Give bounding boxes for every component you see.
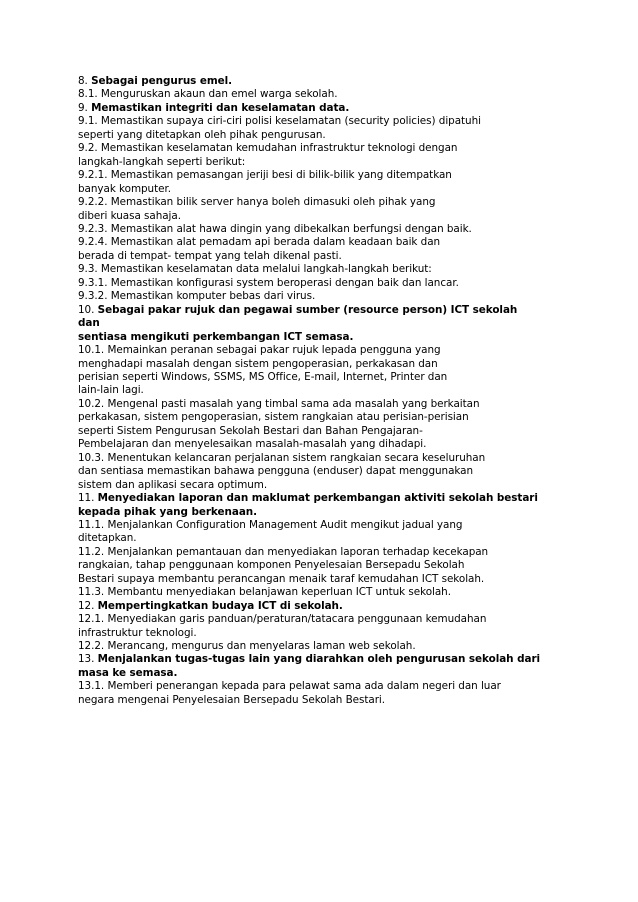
text-line	[78, 627, 578, 640]
text-line	[78, 223, 578, 236]
text-line	[78, 129, 578, 142]
text-line	[78, 653, 578, 666]
body-text: 10.1. Memainkan peranan sebagai pakar rujuk lepada pengguna yang	[78, 344, 441, 357]
body-text: 13.	[78, 653, 98, 666]
body-text: 9.2.1. Memastikan pemasangan jeriji besi di bilik-bilik yang ditempatkan	[78, 169, 452, 182]
body-text: dan sentiasa memastikan bahawa pengguna (enduser) dapat menggunakan	[78, 465, 474, 478]
bold-heading-text: Sebagai pengurus emel.	[91, 75, 233, 87]
body-text: sistem dan aplikasi secara optimum.	[78, 478, 268, 491]
text-line	[78, 156, 578, 169]
body-text: berada di tempat- tempat yang telah dikenal pasti.	[78, 249, 342, 262]
body-text: 11.2. Menjalankan pemantauan dan menyediakan laporan terhadap kecekapan	[78, 545, 489, 558]
text-line	[78, 546, 578, 559]
body-text: 9.2. Memastikan keselamatan kemudahan infrastruktur teknologi dengan	[78, 142, 458, 155]
text-line	[78, 398, 578, 411]
text-line	[78, 613, 578, 626]
text-line	[78, 384, 578, 397]
body-text: 12.2. Merancang, mengurus dan menyelaras laman web sekolah.	[78, 640, 416, 653]
text-line	[78, 532, 578, 545]
body-text: 9.3.1. Memastikan konfigurasi system beroperasi dengan baik dan lancar.	[78, 276, 459, 289]
text-line	[78, 371, 578, 384]
text-line	[78, 75, 578, 88]
bold-heading-text: Memastikan integriti dan keselamatan data.	[91, 101, 350, 114]
body-text: 9.3. Memastikan keselamatan data melalui langkah-langkah berikut:	[78, 263, 432, 276]
bold-heading-text: sentiasa mengikuti perkembangan ICT semasa.	[78, 330, 354, 343]
document-body	[78, 75, 578, 707]
body-text: 12.1. Menyediakan garis panduan/peraturan/tatacara penggunaan kemudahan	[78, 613, 487, 626]
text-line	[78, 640, 578, 653]
text-line	[78, 479, 578, 492]
body-text: 10.2. Mengenal pasti masalah yang timbal sama ada masalah yang berkaitan	[78, 397, 480, 410]
text-line	[78, 680, 578, 693]
body-text: 9.3.2. Memastikan komputer bebas dari virus.	[78, 290, 316, 303]
body-text: 9.2.4. Memastikan alat pemadam api berada dalam keadaan baik dan	[78, 236, 441, 249]
body-text: menghadapi masalah dengan sistem pengoperasian, perkakasan dan	[78, 357, 438, 370]
text-line	[78, 506, 578, 519]
body-text: rangkaian, tahap penggunaan komponen Penyelesaian Bersepadu Sekolah	[78, 559, 465, 572]
text-line	[78, 492, 578, 505]
text-line	[78, 519, 578, 532]
text-line	[78, 317, 578, 330]
text-line	[78, 573, 578, 586]
body-text: negara mengenai Penyelesaian Bersepadu Sekolah Bestari.	[78, 693, 386, 706]
body-text: 9.2.3. Memastikan alat hawa dingin yang dibekalkan berfungsi dengan baik.	[78, 222, 472, 235]
body-text: infrastruktur teknologi.	[78, 626, 197, 639]
body-text: perkakasan, sistem pengoperasian, sistem rangkaian atau perisian-perisian	[78, 411, 469, 424]
text-line	[78, 88, 578, 101]
text-line	[78, 196, 578, 209]
text-line	[78, 102, 578, 115]
bold-heading-text: dan	[78, 317, 100, 330]
text-line	[78, 183, 578, 196]
text-line	[78, 358, 578, 371]
text-line	[78, 115, 578, 128]
text-line	[78, 290, 578, 303]
body-text: 9.2.2. Memastikan bilik server hanya boleh dimasuki oleh pihak yang	[78, 196, 436, 209]
body-text: 9.	[78, 101, 92, 114]
body-text: Pembelajaran dan menyelesaikan masalah-masalah yang dihadapi.	[78, 438, 427, 451]
body-text: 12.	[78, 599, 98, 612]
body-text: 11.3. Membantu menyediakan belanjawan keperluan ICT untuk sekolah.	[78, 586, 451, 599]
bold-heading-text: masa ke semasa.	[78, 666, 178, 679]
text-line	[78, 411, 578, 424]
body-text: langkah-langkah seperti berikut:	[78, 155, 246, 168]
text-line	[78, 277, 578, 290]
body-text: 8.1. Menguruskan akaun dan emel warga sekolah.	[78, 88, 338, 101]
text-line	[78, 142, 578, 155]
body-text: 8.	[78, 75, 92, 87]
body-text: 9.1. Memastikan supaya ciri-ciri polisi keselamatan (security policies) dipatuhi	[78, 115, 481, 128]
bold-heading-text: kepada pihak yang berkenaan.	[78, 505, 258, 518]
body-text: 10.	[78, 303, 98, 316]
text-line	[78, 304, 578, 317]
bold-heading-text: Menyediakan laporan dan maklumat perkembangan aktiviti sekolah bestari	[97, 492, 538, 505]
body-text: diberi kuasa sahaja.	[78, 209, 181, 222]
body-text: banyak komputer.	[78, 182, 171, 195]
body-text: 13.1. Memberi penerangan kepada para pelawat sama ada dalam negeri dan luar	[78, 680, 501, 693]
text-line	[78, 438, 578, 451]
text-line	[78, 169, 578, 182]
text-line	[78, 250, 578, 263]
body-text: lain-lain lagi.	[78, 384, 144, 397]
text-line	[78, 694, 578, 707]
body-text: seperti Sistem Pengurusan Sekolah Bestari dan Bahan Pengajaran-	[78, 424, 423, 437]
text-line	[78, 559, 578, 572]
text-line	[78, 600, 578, 613]
text-line	[78, 331, 578, 344]
text-line	[78, 586, 578, 599]
text-line	[78, 425, 578, 438]
bold-heading-text: Mempertingkatkan budaya ICT di sekolah.	[97, 599, 343, 612]
text-line	[78, 236, 578, 249]
text-line	[78, 465, 578, 478]
text-line	[78, 210, 578, 223]
body-text: 10.3. Menentukan kelancaran perjalanan sistem rangkaian secara keseluruhan	[78, 451, 486, 464]
bold-heading-text: Menjalankan tugas-tugas lain yang diarahkan oleh pengurusan sekolah dari	[97, 653, 541, 666]
bold-heading-text: Sebagai pakar rujuk dan pegawai sumber (resource person) ICT sekolah	[97, 303, 518, 316]
body-text: ditetapkan.	[78, 532, 137, 545]
body-text: 11.	[78, 492, 98, 505]
body-text: 11.1. Menjalankan Configuration Management Audit mengikut jadual yang	[78, 518, 463, 531]
body-text: Bestari supaya membantu perancangan menaik taraf kemudahan ICT sekolah.	[78, 572, 485, 585]
text-line	[78, 263, 578, 276]
body-text: seperti yang ditetapkan oleh pihak pengurusan.	[78, 128, 326, 141]
text-line	[78, 667, 578, 680]
text-line	[78, 344, 578, 357]
body-text: perisian seperti Windows, SSMS, MS Office, E-mail, Internet, Printer dan	[78, 370, 448, 383]
text-line	[78, 452, 578, 465]
